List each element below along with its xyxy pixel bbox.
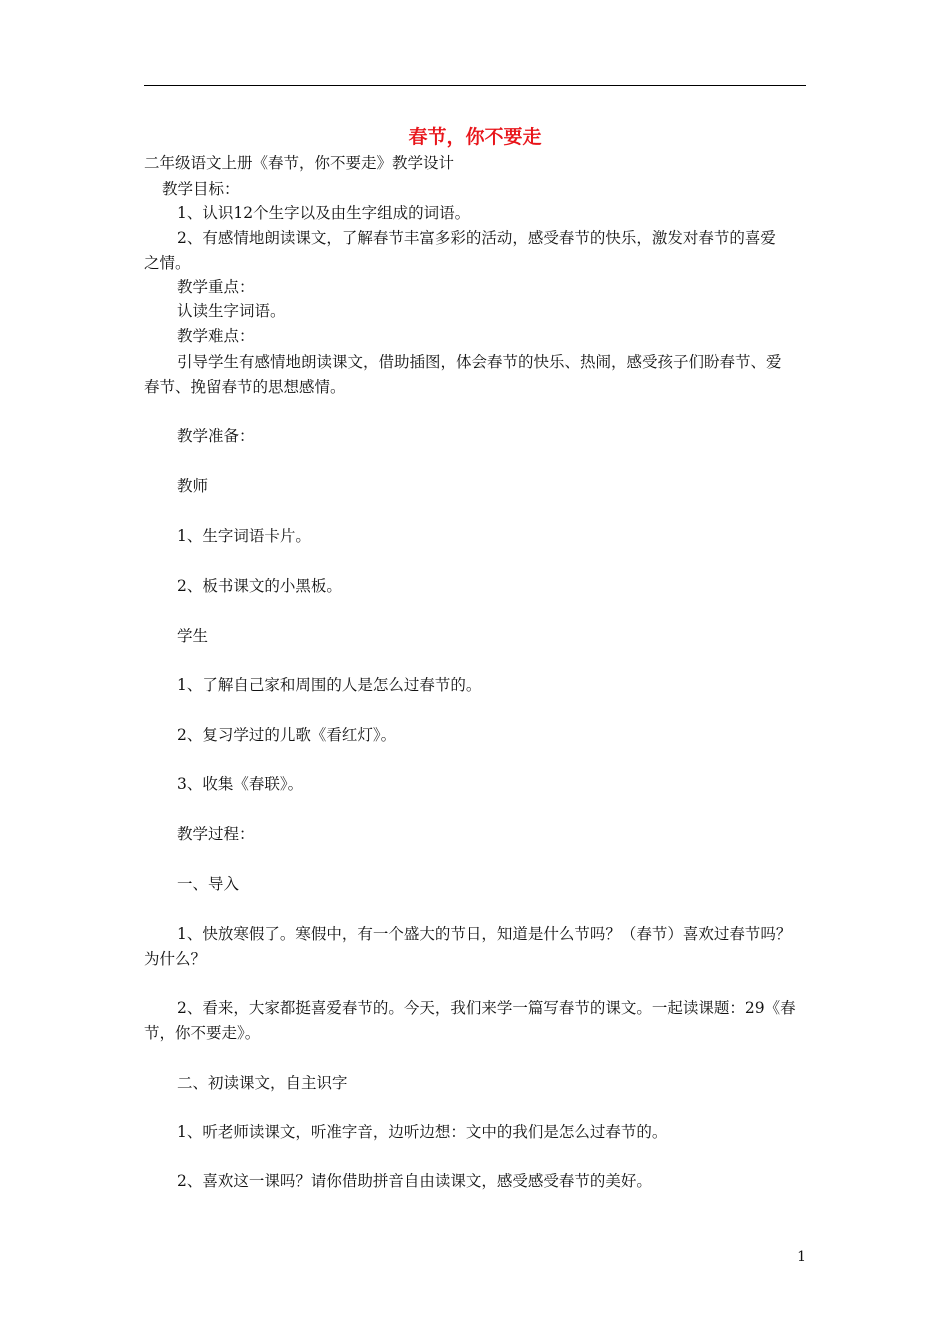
preparation-heading: 教学准备： [177, 427, 255, 445]
student-heading: 学生 [177, 627, 209, 645]
student-item-2: 2、复习学过的儿歌《看红灯》。 [177, 726, 397, 744]
teacher-item-1: 1、生字词语卡片。 [177, 527, 311, 545]
goals-heading: 教学目标： [162, 180, 240, 198]
section-1-item-1-line-2: 为什么？ [144, 950, 207, 968]
section-1-item-2-line-1: 2、看来，大家都挺喜爱春节的。今天，我们来学一篇写春节的课文。一起读课题：29《春 [177, 999, 796, 1017]
goal-item-2-line-1: 2、有感情地朗读课文，了解春节丰富多彩的活动，感受春节的快乐，激发对春节的喜爱 [177, 229, 776, 247]
difficulty-text-line-2: 春节、挽留春节的思想感情。 [144, 378, 346, 396]
page-number: 1 [797, 1249, 806, 1265]
section-1-item-1-line-1: 1、快放寒假了。寒假中，有一个盛大的节日，知道是什么节吗？（春节）喜欢过春节吗？ [177, 925, 792, 943]
student-item-1: 1、了解自己家和周围的人是怎么过春节的。 [177, 676, 482, 694]
section-2-item-1: 1、听老师读课文，听准字音，边听边想：文中的我们是怎么过春节的。 [177, 1123, 668, 1141]
document-subtitle: 二年级语文上册《春节，你不要走》教学设计 [144, 154, 455, 172]
difficulty-heading: 教学难点： [177, 327, 255, 345]
goal-item-1: 1、认识12个生字以及由生字组成的词语。 [177, 204, 471, 222]
teacher-heading: 教师 [177, 477, 209, 495]
goal-item-2-line-2: 之情。 [144, 254, 191, 272]
section-1-heading: 一、导入 [177, 875, 240, 893]
section-2-heading: 二、初读课文，自主识字 [177, 1074, 348, 1092]
process-heading: 教学过程： [177, 825, 255, 843]
student-item-3: 3、收集《春联》。 [177, 775, 304, 793]
document-title: 春节，你不要走 [408, 126, 542, 148]
difficulty-text-line-1: 引导学生有感情地朗读课文，借助插图，体会春节的快乐、热闹，感受孩子们盼春节、爱 [177, 353, 782, 371]
header-rule [144, 85, 806, 86]
section-2-item-2: 2、喜欢这一课吗？请你借助拼音自由读课文，感受感受春节的美好。 [177, 1172, 652, 1190]
teacher-item-2: 2、板书课文的小黑板。 [177, 577, 342, 595]
section-1-item-2-line-2: 节，你不要走》。 [144, 1024, 261, 1042]
key-points-text: 认读生字词语。 [177, 302, 286, 320]
key-points-heading: 教学重点： [177, 278, 255, 296]
